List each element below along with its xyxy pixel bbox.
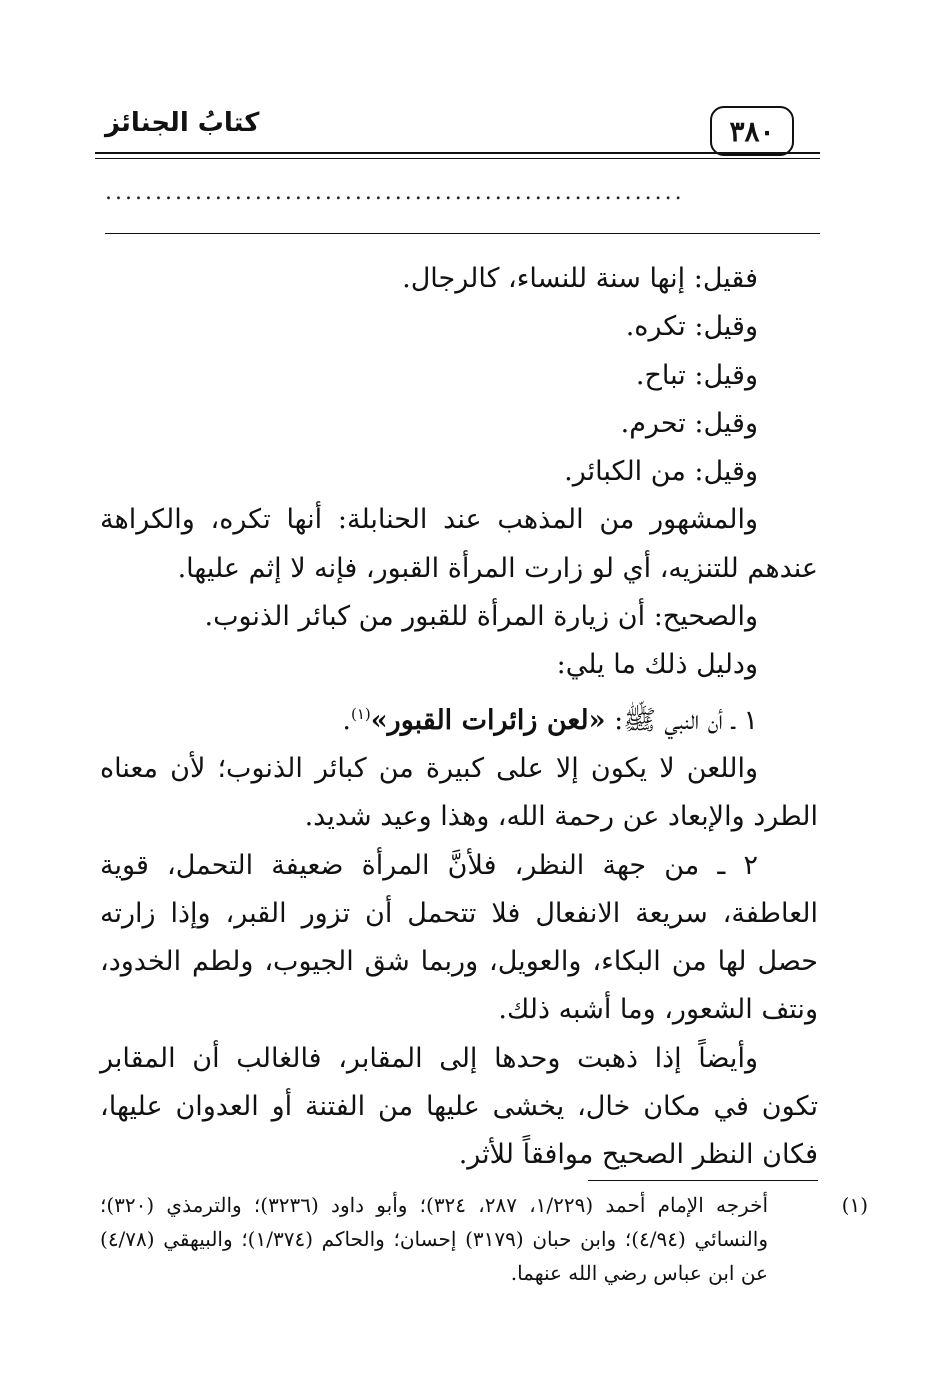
evidence-one-prefix: ١ ـ أن النبي ﷺ: [605,704,758,736]
text-paragraph: وأيضاً إذا ذهبت وحدها إلى المقابر، فالغالب أن المقابر تكون في مكان خال، يخشى عليها من الفتنة أو العدوان عليها، فكان النظر الصحيح موافقاً للأثر. [100,1042,818,1171]
page-number: ٣٨٠ [710,106,794,156]
text-line: ودليل ذلك ما يلي: [556,649,758,681]
hadith-quote: «لعن زائرات القبور» [370,704,606,736]
footnote-text: أخرجه الإمام أحمد (١/٢٢٩، ٢٨٧، ٣٢٤)؛ وأبو داود (٣٢٣٦)؛ والترمذي (٣٢٠)؛ والنسائي (٤/٩٤)؛ وابن حبان (٣١٧٩) إحسان؛ والحاكم (١/٣٧٤)؛ والبيهقي (٤/٧٨) عن ابن عباس رضي الله عنهما. [100,1193,769,1285]
footnote [100,1188,869,1290]
text-paragraph: والمشهور من المذهب عند الحنابلة: أنها تكره، والكراهة عندهم للتنزيه، أي لو زارت المرأة القبور، فإنه لا إثم عليها. [100,504,818,584]
text-line: فقيل: إنها سنة للنساء، كالرجال. [402,263,758,294]
evidence-one [100,690,818,745]
text-paragraph: واللعن لا يكون إلا على كبيرة من كبائر الذنوب؛ لأن معناه الطرد والإبعاد عن رحمة الله، وهذا وعيد شديد. [100,752,818,833]
text-line: وقيل: تحرم. [620,407,758,439]
text-line: وقيل: تكره. [625,311,758,343]
text-line: وقيل: تباح. [635,359,758,391]
text-line: والصحيح: أن زيارة المرأة للقبور من كبائر الذنوب. [204,601,758,633]
header-rule-top [95,152,820,154]
dotted-separator: .......................................................... [105,180,685,205]
section-rule [105,233,820,234]
header-rule-bottom [95,158,820,159]
evidence-one-end: . [342,704,351,736]
footnote-number: (١) [841,1193,869,1217]
footnote-rule [588,1180,818,1181]
text-paragraph: ٢ ـ من جهة النظر، فلأنَّ المرأة ضعيفة التحمل، قوية العاطفة، سريعة الانفعال فلا تتحمل أن تزور القبر، وإذا زارته حصل لها من البكاء، والعويل، وربما شق الجيوب، ولطم الخدود، ونتف الشعور، وما أشبه ذلك. [100,849,818,1026]
main-text [100,255,818,1180]
text-line: وقيل: من الكبائر. [564,456,758,488]
chapter-title: كتابُ الجنائز [105,108,260,138]
footnote-ref[interactable]: (١) [351,704,371,723]
page-header [95,100,820,160]
